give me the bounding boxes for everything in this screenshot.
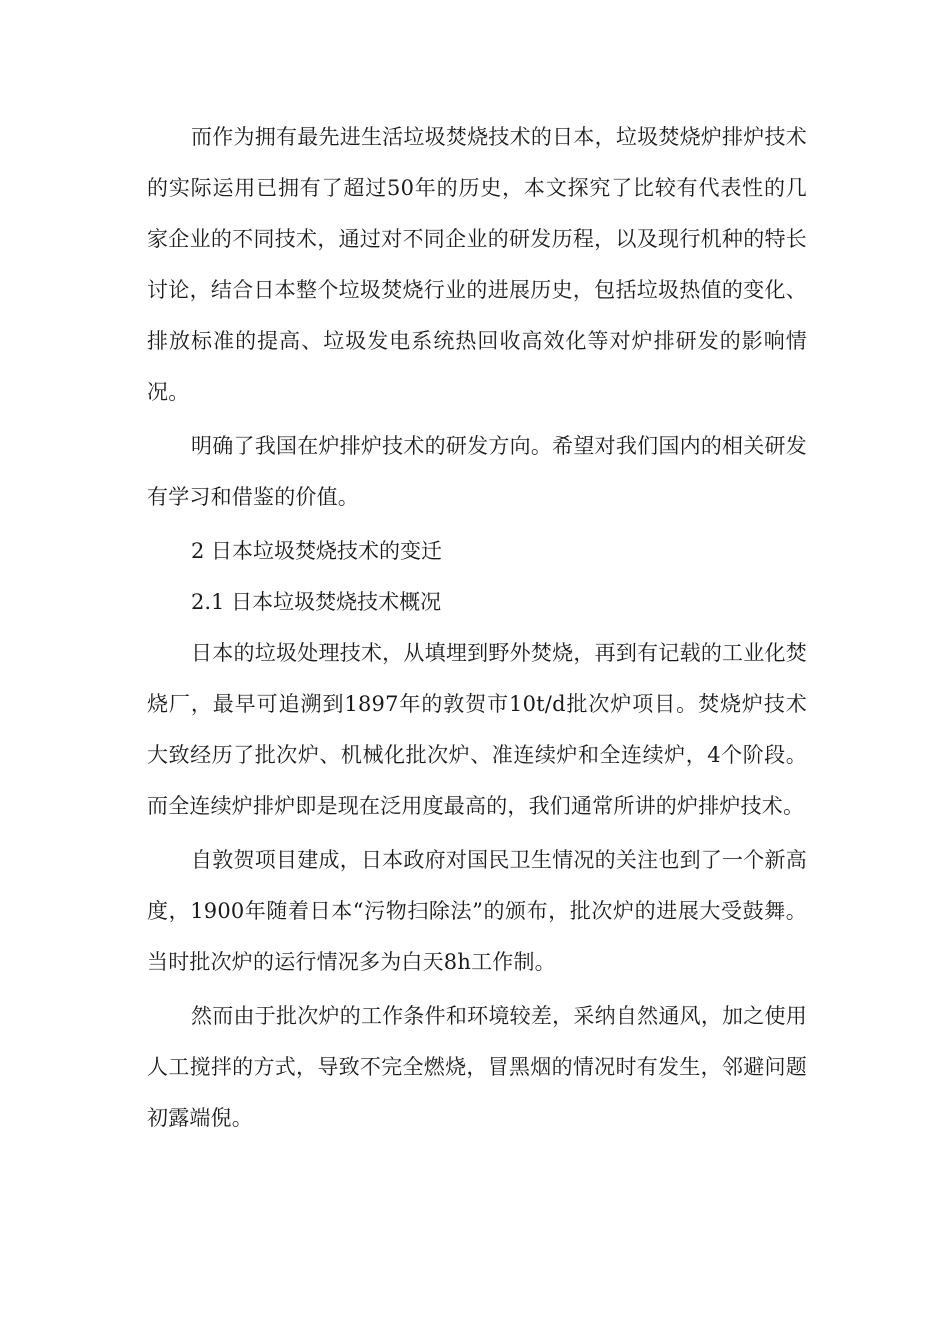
paragraph-tsuruga: 自敦贺项目建成，日本政府对国民卫生情况的关注也到了一个新高度，1900年随着日本“污物扫除法”的颁布，批次炉的进展大受鼓舞。当时批次炉的运行情况多为白天8h工作制。 (147, 848, 807, 974)
paragraph-batch-issues: 然而由于批次炉的工作条件和环境较差，采纳自然通风，加之使用人工搅拌的方式，导致不完全燃烧，冒黑烟的情况时有发生，邻避问题初露端倪。 (147, 1004, 807, 1130)
paragraph-direction: 明确了我国在炉排炉技术的研发方向。希望对我们国内的相关研发有学习和借鉴的价值。 (147, 434, 807, 509)
section-heading: 2 日本垃圾焚烧技术的变迁 (191, 539, 443, 563)
document-page (147, 112, 807, 1144)
subsection-heading: 2.1 日本垃圾焚烧技术概况 (191, 590, 442, 614)
paragraph-history: 日本的垃圾处理技术，从填埋到野外焚烧，再到有记载的工业化焚烧厂，最早可追溯到1897年的敦贺市10t/d批次炉项目。焚烧炉技术大致经历了批次炉、机械化批次炉、准连续炉和全连续炉，4个阶段。而全连续炉排炉即是现在泛用度最高的，我们通常所讲的炉排炉技术。 (147, 641, 807, 818)
paragraph-intro: 而作为拥有最先进生活垃圾焚烧技术的日本，垃圾焚烧炉排炉技术的实际运用已拥有了超过50年的历史，本文探究了比较有代表性的几家企业的不同技术，通过对不同企业的研发历程，以及现行机种的特长讨论，结合日本整个垃圾焚烧行业的进展历史，包括垃圾热值的变化、排放标准的提高、垃圾发电系统热回收高效化等对炉排研发的影响情况。 (147, 125, 807, 404)
